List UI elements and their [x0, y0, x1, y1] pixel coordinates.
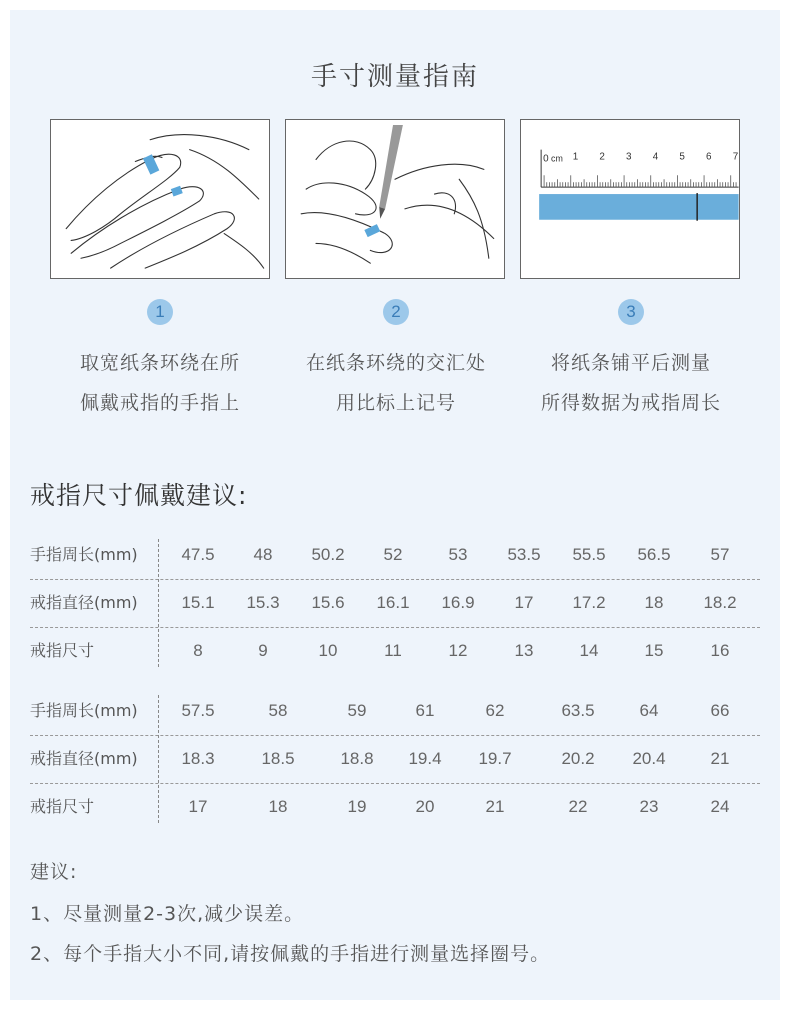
table-cell: 61	[415, 701, 435, 720]
table-cell: 20	[415, 797, 435, 816]
table-cell: 15.1	[181, 593, 215, 612]
table-cell: 17	[514, 593, 534, 612]
ruler-tick-label: 1	[572, 151, 579, 163]
table-cell: 57	[710, 545, 730, 564]
table-cell: 19	[347, 797, 367, 816]
hand-with-pen-icon	[286, 120, 504, 278]
ruler-tick-label: 5	[679, 151, 685, 163]
illustration-ruler	[520, 119, 740, 279]
step-1-line-1: 取宽纸条环绕在所	[79, 352, 240, 374]
table-cell: 21	[485, 797, 505, 816]
table-cell: 23	[639, 797, 659, 816]
table-cell: 15.6	[311, 593, 345, 612]
row-label: 戒指尺寸	[30, 641, 95, 660]
ruler-tick-label: 7	[732, 151, 739, 163]
table-cell: 64	[639, 701, 659, 720]
advice-item-1: 1、尽量测量2-3次,减少误差。	[30, 903, 305, 925]
page-title: 手寸测量指南	[310, 62, 479, 92]
row-label: 戒指直径(mm)	[30, 749, 138, 768]
advice-heading: 建议:	[30, 861, 78, 883]
table-cell: 48	[253, 545, 273, 564]
row-label: 手指周长(mm)	[30, 701, 138, 720]
step-1-text	[40, 343, 280, 423]
table-cell: 50.2	[311, 545, 345, 564]
table-cell: 19.4	[408, 749, 442, 768]
table-cell: 15.3	[246, 593, 280, 612]
ruler-unit-label: cm	[551, 153, 563, 164]
step-3-line-1: 将纸条铺平后测量	[550, 352, 711, 374]
table-cell: 21	[710, 749, 730, 768]
ruler-tick-label: 3	[626, 151, 632, 163]
illustration-wrap-strip	[50, 119, 270, 279]
table-cell: 18.2	[703, 593, 737, 612]
ruler-tick-label: 6	[706, 151, 712, 163]
step-2-badge: 2	[383, 299, 409, 325]
table-cell: 18.3	[181, 749, 215, 768]
step-2-line-1: 在纸条环绕的交汇处	[305, 352, 486, 374]
table-cell: 18.5	[261, 749, 295, 768]
table-cell: 53.5	[507, 545, 541, 564]
table-cell: 59	[347, 701, 367, 720]
size-row	[30, 627, 760, 675]
step-2-text	[276, 343, 516, 423]
table-cell: 16.1	[376, 593, 410, 612]
table-cell: 13	[514, 641, 534, 660]
ruler-tick-label: 0	[543, 153, 549, 165]
advice-item-2: 2、每个手指大小不同,请按佩戴的手指进行测量选择圈号。	[30, 943, 551, 965]
table-cell: 24	[710, 797, 730, 816]
table-cell: 20.4	[632, 749, 666, 768]
row-label: 戒指直径(mm)	[30, 593, 138, 612]
step-2-line-2: 用比标上记号	[335, 392, 456, 414]
table-cell: 20.2	[561, 749, 595, 768]
section-title: 戒指尺寸佩戴建议:	[30, 481, 248, 510]
table-cell: 14	[579, 641, 599, 660]
circumference-row	[30, 687, 760, 735]
diameter-row	[30, 735, 760, 783]
ruler-tick-label: 4	[652, 151, 659, 163]
step-1-line-2: 佩戴戒指的手指上	[79, 392, 240, 414]
table-cell: 63.5	[561, 701, 595, 720]
table-cell: 53	[448, 545, 468, 564]
table-cell: 12	[448, 641, 468, 660]
table-cell: 11	[384, 641, 402, 660]
table-cell: 47.5	[181, 545, 215, 564]
table-cell: 52	[383, 545, 403, 564]
table-cell: 16	[710, 641, 730, 660]
hand-with-strip-icon	[51, 120, 269, 278]
size-row	[30, 783, 760, 831]
step-3-text	[511, 343, 751, 423]
table-cell: 17	[188, 797, 208, 816]
table-cell: 18	[644, 593, 664, 612]
table-cell: 16.9	[441, 593, 475, 612]
column-divider	[158, 539, 159, 667]
row-label: 手指周长(mm)	[30, 545, 138, 564]
table-cell: 18	[268, 797, 288, 816]
step-1-badge: 1	[147, 299, 173, 325]
table-cell: 15	[644, 641, 664, 660]
ruler-icon	[521, 120, 739, 278]
column-divider	[158, 695, 159, 823]
table-cell: 55.5	[572, 545, 606, 564]
table-cell: 19.7	[478, 749, 512, 768]
table-cell: 18.8	[340, 749, 374, 768]
table-cell: 62	[485, 701, 505, 720]
step-3-badge: 3	[618, 299, 644, 325]
table-cell: 10	[318, 641, 338, 660]
paper-strip	[539, 194, 738, 220]
table-cell: 17.2	[572, 593, 606, 612]
table-cell: 57.5	[181, 701, 215, 720]
row-label: 戒指尺寸	[30, 797, 95, 816]
circumference-row	[30, 531, 760, 579]
illustration-mark-pen	[285, 119, 505, 279]
step-3-line-2: 所得数据为戒指周长	[540, 392, 721, 414]
table-cell: 66	[710, 701, 730, 720]
table-cell: 9	[258, 641, 268, 660]
table-cell: 58	[268, 701, 288, 720]
table-cell: 56.5	[637, 545, 671, 564]
table-cell: 22	[568, 797, 588, 816]
ring-size-guide-panel	[10, 10, 780, 1000]
ruler-tick-label: 2	[599, 151, 605, 163]
diameter-row	[30, 579, 760, 627]
table-cell: 8	[193, 641, 203, 660]
